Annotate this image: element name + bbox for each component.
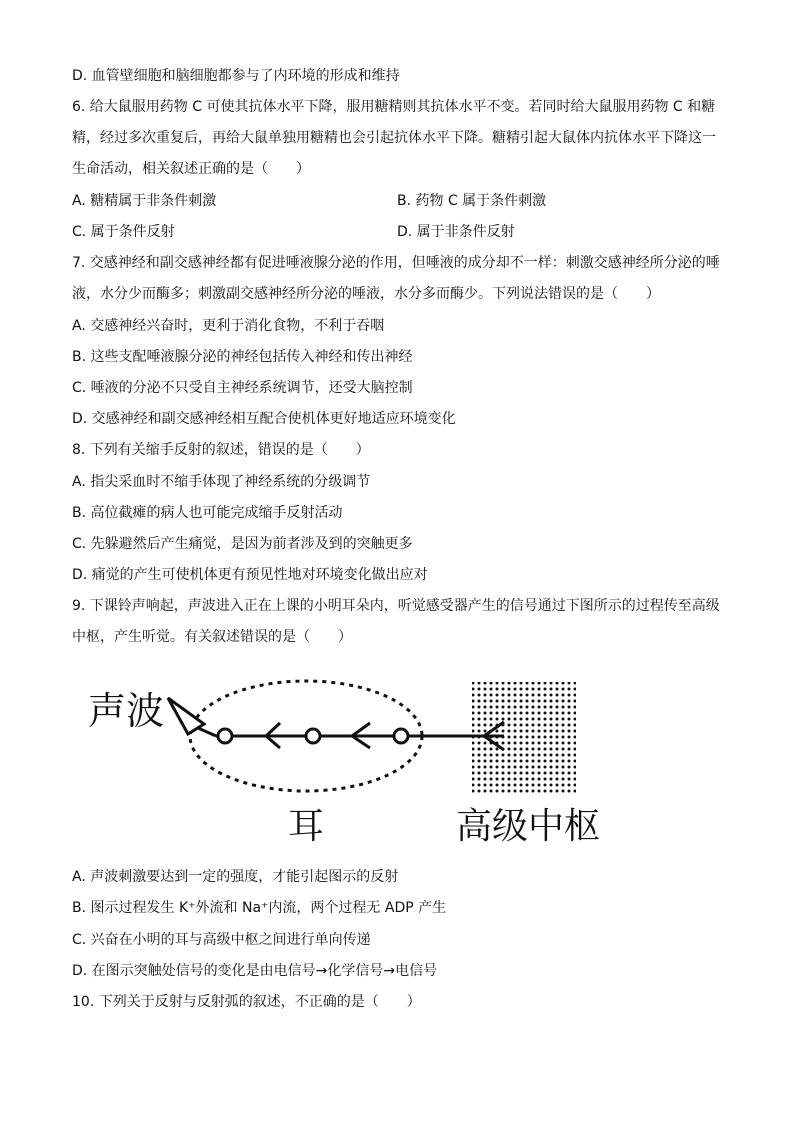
neuron-cell-body-2	[306, 729, 320, 743]
q8-stem: 8. 下列有关缩手反射的叙述，错误的是（ ）	[72, 442, 370, 458]
q7-option-d: D. 交感神经和副交感神经相互配合使机体更好地适应环境变化	[72, 411, 456, 427]
q7-stem-line-2: 液，水分少而酶多；刺激副交感神经所分泌的唾液，水分多而酶少。下列说法错误的是（ ）	[72, 286, 660, 302]
q9-option-a: A. 声波刺激要达到一定的强度，才能引起图示的反射	[72, 869, 399, 885]
neuron-cell-body-1	[218, 729, 232, 743]
q7-option-a: A. 交感神经兴奋时，更利于消化食物，不利于吞咽	[72, 318, 385, 334]
q9-option-c: C. 兴奋在小明的耳与高级中枢之间进行单向传递	[72, 932, 371, 948]
q8-option-c: C. 先躲避然后产生痛觉，是因为前者涉及到的突触更多	[72, 536, 413, 552]
q6-option-b: B. 药物 C 属于条件刺激	[397, 193, 547, 209]
q6-stem-line-1: 6. 给大鼠服用药物 C 可使其抗体水平下降，服用糖精则其抗体水平不变。若同时给大鼠服用药物 C 和糖	[72, 99, 716, 115]
neuron-chain	[216, 722, 504, 750]
q9-stem-line-1: 9. 下课铃声响起，声波进入正在上课的小明耳朵内，听觉感受器产生的信号通过下图所示的过程传至高级	[72, 598, 720, 614]
auditory-pathway-diagram	[80, 668, 620, 848]
sound-wave-label: 声波	[88, 689, 165, 733]
q8-option-b: B. 高位截瘫的病人也可能完成缩手反射活动	[72, 505, 343, 521]
q6-option-c: C. 属于条件反射	[72, 224, 175, 240]
q8-option-d: D. 痛觉的产生可使机体更有预见性地对环境变化做出应对	[72, 567, 428, 583]
q10-stem: 10. 下列关于反射与反射弧的叙述，不正确的是（ ）	[72, 994, 421, 1010]
q6-option-d: D. 属于非条件反射	[397, 224, 515, 240]
q8-option-a: A. 指尖采血时不缩手体现了神经系统的分级调节	[72, 474, 371, 490]
higher-center-label: 高级中枢	[456, 806, 601, 847]
q9-option-b: B. 图示过程发生 K⁺外流和 Na⁺内流，两个过程无 ADP 产生	[72, 900, 447, 916]
q7-option-c: C. 唾液的分泌不只受自主神经系统调节，还受大脑控制	[72, 380, 413, 396]
q6-option-a: A. 糖精属于非条件刺激	[72, 193, 217, 209]
q9-option-d: D. 在图示突触处信号的变化是由电信号→化学信号→电信号	[72, 963, 438, 979]
higher-center-box	[472, 682, 576, 794]
q6-stem-line-3: 生命活动，相关叙述正确的是（ ）	[72, 161, 310, 177]
q9-stem-line-2: 中枢，产生听觉。有关叙述错误的是（ ）	[72, 629, 352, 645]
q6-stem-line-2: 精，经过多次重复后，再给大鼠单独用糖精也会引起抗体水平下降。糖精引起大鼠体内抗体水平下降这一	[72, 130, 716, 146]
q7-option-b: B. 这些支配唾液腺分泌的神经包括传入神经和传出神经	[72, 349, 413, 365]
ear-label: 耳	[288, 806, 325, 847]
q5-option-d: D. 血管壁细胞和脑细胞都参与了内环境的形成和维持	[72, 68, 400, 84]
q7-stem-line-1: 7. 交感神经和副交感神经都有促进唾液腺分泌的作用，但唾液的成分却不一样：刺激交感神经所分泌的唾	[72, 255, 720, 271]
neuron-cell-body-3	[394, 729, 408, 743]
